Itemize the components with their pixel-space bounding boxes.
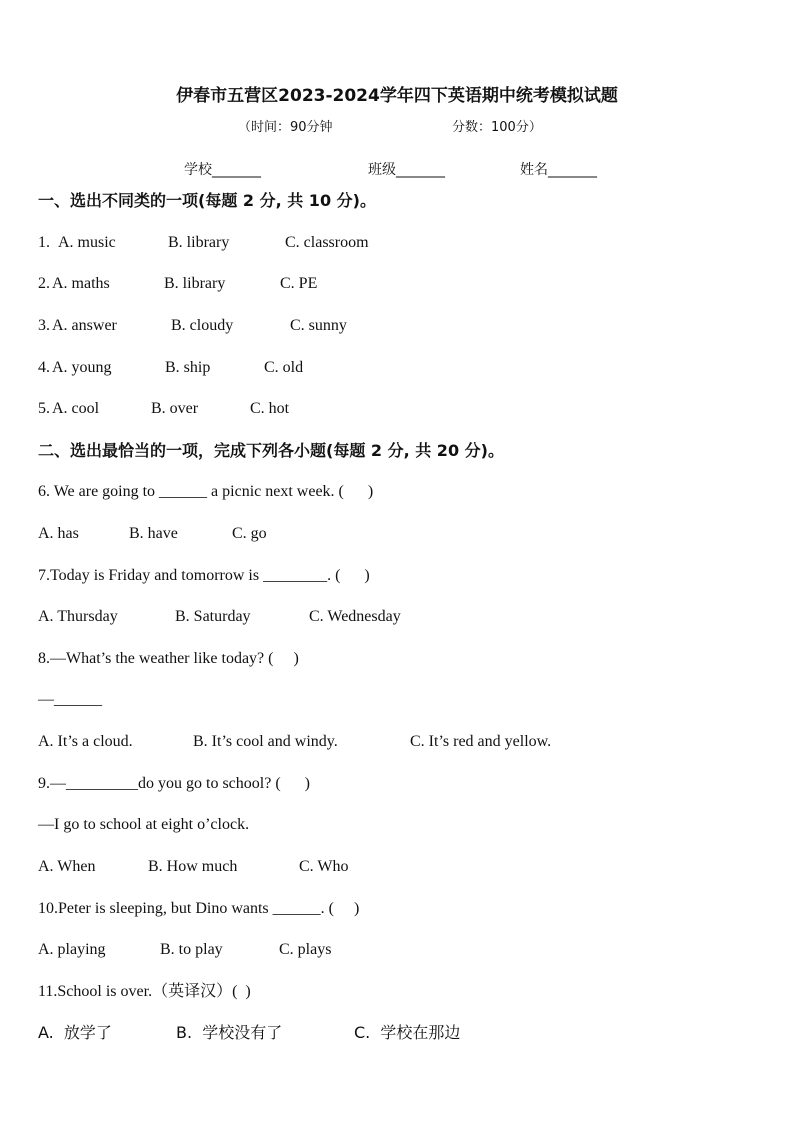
option-b: B. cloudy xyxy=(171,317,234,334)
option-c: C. sunny xyxy=(290,317,347,334)
item-number: 1. xyxy=(38,234,50,251)
option-a: A. It’s a cloud. xyxy=(38,733,133,750)
option-b: B. ship xyxy=(165,359,211,376)
item-number: 2. xyxy=(38,275,50,292)
answer-blank: —______ xyxy=(38,691,102,708)
option-a: A. answer xyxy=(52,317,117,334)
section1-heading: 一、选出不同类的一项(每题 2 分, 共 10 分)。 xyxy=(38,191,376,210)
option-c: C. Wednesday xyxy=(309,608,401,625)
section2-heading: 二、选出最恰当的一项，完成下列各小题(每题 2 分, 共 20 分)。 xyxy=(38,441,504,460)
school-field: 学校_______ xyxy=(184,162,261,178)
exam-title: 伊春市五营区2023-2024学年四下英语期中统考模拟试题 xyxy=(176,86,618,106)
name-field: 姓名_______ xyxy=(520,162,597,178)
question-stem: 7.Today is Friday and tomorrow is ________. ( ) xyxy=(38,567,370,584)
option-b: B. library xyxy=(168,234,230,251)
option-b: B. library xyxy=(164,275,226,292)
question-stem: 10.Peter is sleeping, but Dino wants ______. ( ) xyxy=(38,900,360,917)
class-field: 班级_______ xyxy=(368,162,445,178)
item-number: 4. xyxy=(38,359,50,376)
question-stem: 11.School is over.（英译汉）( ) xyxy=(38,983,251,1000)
option-a: A. has xyxy=(38,525,79,542)
answer-line: —I go to school at eight o’clock. xyxy=(38,816,250,833)
option-a: A. playing xyxy=(38,941,106,958)
question-stem: 6. We are going to ______ a picnic next week. ( ) xyxy=(38,483,374,500)
option-b: B. 学校没有了 xyxy=(176,1023,283,1042)
option-c: C. plays xyxy=(279,941,332,958)
exam-score: 分数：100分） xyxy=(452,120,542,135)
option-c: C. It’s red and yellow. xyxy=(410,733,552,750)
option-a: A. cool xyxy=(52,400,100,417)
option-c: C. classroom xyxy=(285,234,369,251)
option-c: C. Who xyxy=(299,858,349,875)
option-a: A. maths xyxy=(52,275,110,292)
option-b: B. Saturday xyxy=(175,608,251,625)
item-number: 5. xyxy=(38,400,50,417)
option-a: A. music xyxy=(58,234,116,251)
option-b: B. have xyxy=(129,525,178,542)
option-a: A. Thursday xyxy=(38,608,118,625)
option-b: B. How much xyxy=(148,858,238,875)
option-c: C. PE xyxy=(280,275,318,292)
option-a: A. When xyxy=(38,858,96,875)
question-stem: 9.—_________do you go to school? ( ) xyxy=(38,775,310,792)
option-c: C. hot xyxy=(250,400,290,417)
option-a: A. 放学了 xyxy=(38,1023,112,1042)
option-b: B. over xyxy=(151,400,199,417)
option-c: C. old xyxy=(264,359,304,376)
item-number: 3. xyxy=(38,317,50,334)
question-stem: 8.—What’s the weather like today? ( ) xyxy=(38,650,299,667)
option-c: C. 学校在那边 xyxy=(354,1023,461,1042)
option-c: C. go xyxy=(232,525,267,542)
option-a: A. young xyxy=(52,359,112,376)
option-b: B. It’s cool and windy. xyxy=(193,733,338,750)
exam-time: （时间：90分钟 xyxy=(238,120,333,135)
option-b: B. to play xyxy=(160,941,223,958)
